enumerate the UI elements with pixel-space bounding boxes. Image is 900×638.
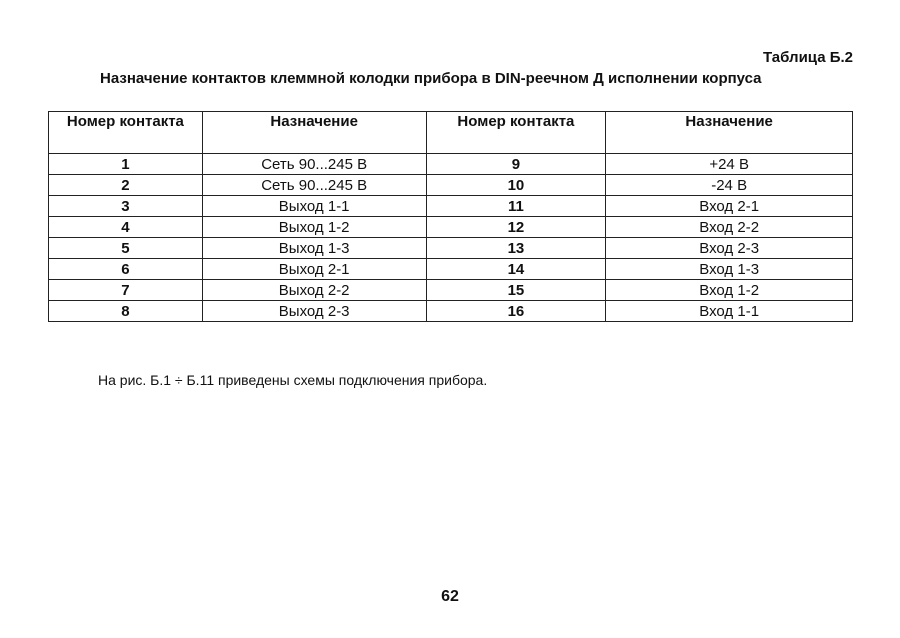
contact-number-cell: 6: [49, 259, 203, 280]
table-row: [49, 217, 853, 238]
purpose-cell: Выход 2-3: [202, 301, 426, 322]
table-number: Таблица Б.2: [763, 49, 853, 66]
purpose-cell: Выход 1-1: [202, 196, 426, 217]
contact-number-cell: 8: [49, 301, 203, 322]
header-purpose-1: Назначение: [202, 112, 426, 154]
page-number: 62: [441, 588, 459, 605]
table-row: [49, 154, 853, 175]
purpose-cell: Вход 2-3: [606, 238, 853, 259]
purpose-cell: Сеть 90...245 В: [202, 175, 426, 196]
purpose-cell: Вход 2-2: [606, 217, 853, 238]
table-header-row: [49, 112, 853, 154]
purpose-cell: +24 В: [606, 154, 853, 175]
purpose-cell: -24 В: [606, 175, 853, 196]
table-row: [49, 280, 853, 301]
purpose-cell: Сеть 90...245 В: [202, 154, 426, 175]
purpose-cell: Вход 1-3: [606, 259, 853, 280]
purpose-cell: Выход 1-3: [202, 238, 426, 259]
note-text: На рис. Б.1 ÷ Б.11 приведены схемы подключения прибора.: [98, 372, 488, 388]
contact-number-cell: 5: [49, 238, 203, 259]
table-row: [49, 301, 853, 322]
purpose-cell: Вход 1-2: [606, 280, 853, 301]
table-caption: Назначение контактов клеммной колодки прибора в DIN-реечном Д исполнении корпуса: [100, 70, 762, 87]
purpose-cell: Выход 1-2: [202, 217, 426, 238]
contact-number-cell: 9: [426, 154, 606, 175]
purpose-cell: Выход 2-1: [202, 259, 426, 280]
contact-number-cell: 2: [49, 175, 203, 196]
contact-number-cell: 14: [426, 259, 606, 280]
contact-number-cell: 3: [49, 196, 203, 217]
header-purpose-2: Назначение: [606, 112, 853, 154]
table-row: [49, 259, 853, 280]
contact-number-cell: 16: [426, 301, 606, 322]
contact-number-cell: 4: [49, 217, 203, 238]
header-contact-number-1: Номер контакта: [49, 112, 203, 154]
header-contact-number-2: Номер контакта: [426, 112, 606, 154]
contact-number-cell: 15: [426, 280, 606, 301]
table-row: [49, 175, 853, 196]
purpose-cell: Вход 2-1: [606, 196, 853, 217]
contacts-table: [48, 111, 853, 322]
contact-number-cell: 7: [49, 280, 203, 301]
contact-number-cell: 1: [49, 154, 203, 175]
contact-number-cell: 11: [426, 196, 606, 217]
contact-number-cell: 12: [426, 217, 606, 238]
table-row: [49, 196, 853, 217]
purpose-cell: Выход 2-2: [202, 280, 426, 301]
table-row: [49, 238, 853, 259]
contact-number-cell: 10: [426, 175, 606, 196]
contact-number-cell: 13: [426, 238, 606, 259]
purpose-cell: Вход 1-1: [606, 301, 853, 322]
